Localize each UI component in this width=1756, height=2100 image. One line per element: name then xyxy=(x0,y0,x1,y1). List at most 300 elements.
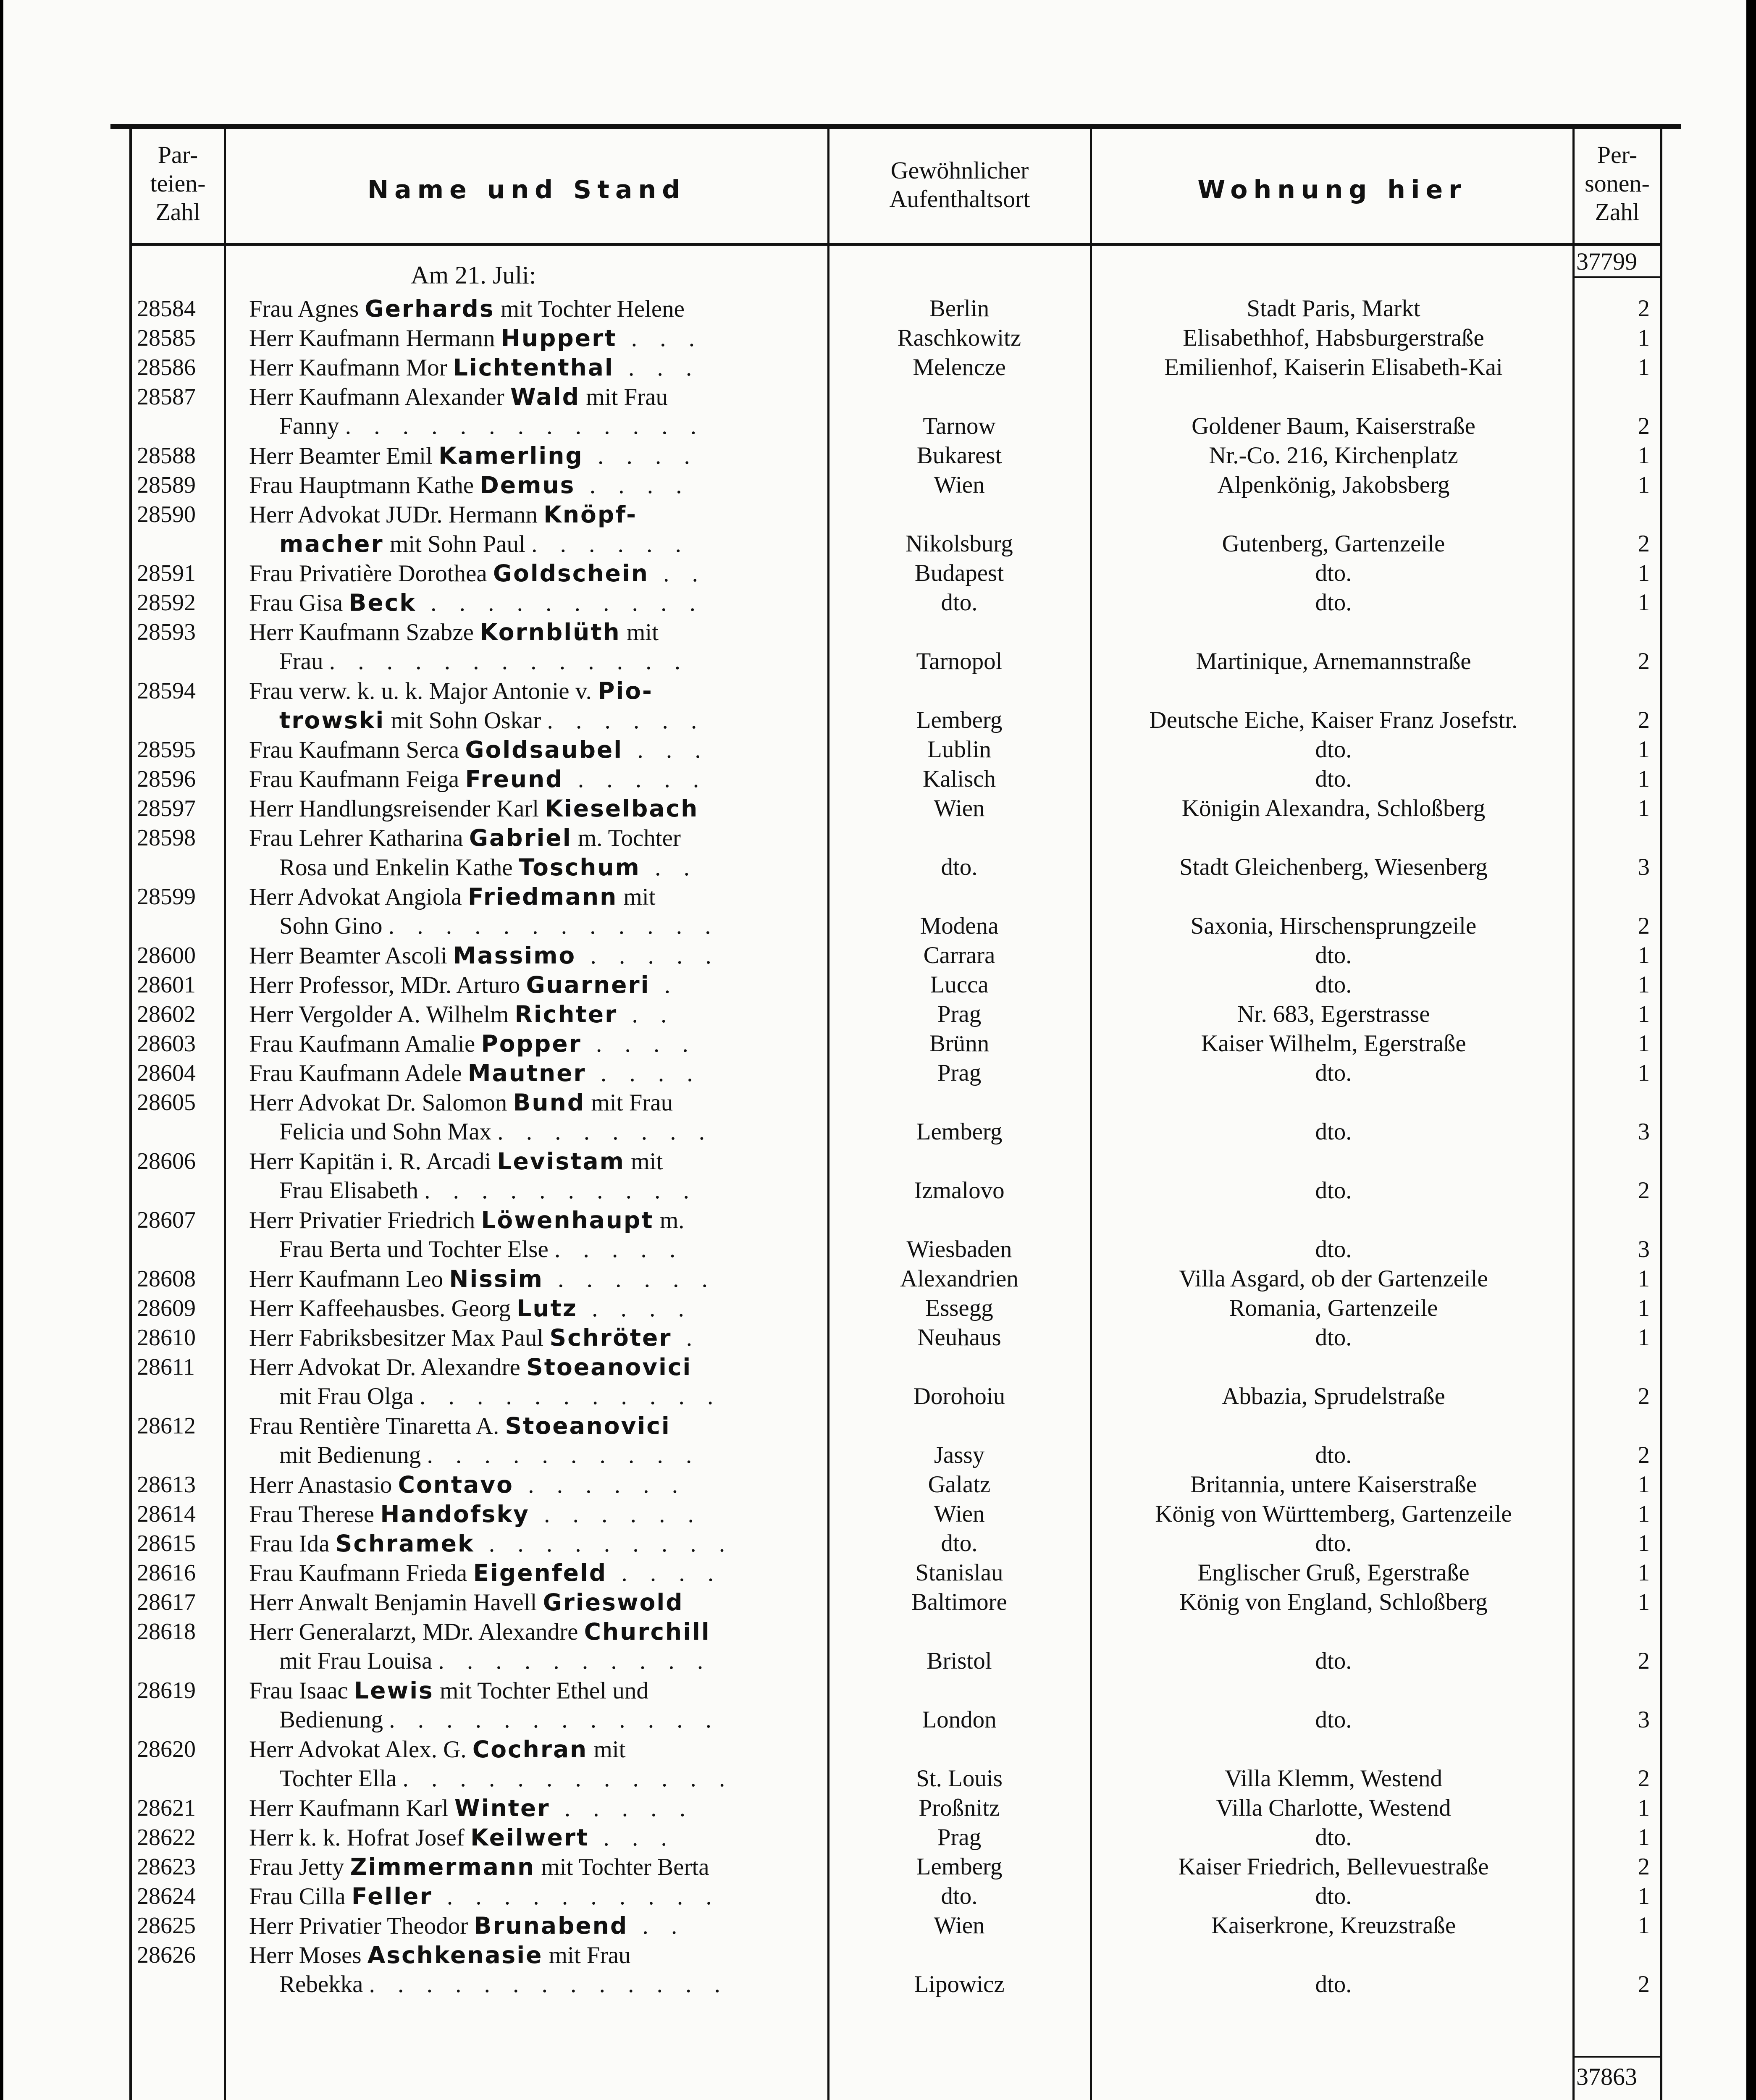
name-line xyxy=(249,559,822,588)
register-entry xyxy=(3,353,1746,382)
register-entry xyxy=(3,1588,1746,1617)
leader-dots: . . . xyxy=(617,325,703,352)
name-text: Frau Jetty xyxy=(249,1854,350,1880)
name-text: Frau Kaufmann Amalie xyxy=(249,1031,481,1057)
lodging-address: dto. xyxy=(1315,589,1352,616)
party-number: 28613 xyxy=(137,1472,196,1498)
leader-dots: . . . . . . . . . . . . . xyxy=(369,1971,729,1998)
leader-dots: . . . . . . . . . . . . . xyxy=(345,413,705,439)
name-line xyxy=(249,1294,822,1323)
surname: Stoeanovici xyxy=(526,1354,692,1381)
name-line xyxy=(249,1735,822,1764)
person-count: 2 xyxy=(1638,1971,1650,1998)
name-line xyxy=(249,1764,822,1793)
usual-residence: Prag xyxy=(937,1001,982,1027)
lodging-address: Villa Asgard, ob der Gartenzeile xyxy=(1179,1265,1488,1292)
lodging-address: dto. xyxy=(1315,1824,1352,1851)
leader-dots: . . . . . xyxy=(554,1236,684,1263)
register-entry xyxy=(3,1294,1746,1323)
person-count: 2 xyxy=(1638,1853,1650,1880)
name-line xyxy=(249,1470,822,1499)
surname: Levistam xyxy=(497,1148,625,1175)
header-lodging: Wohnung hier xyxy=(1197,175,1467,205)
register-entry xyxy=(3,1352,1746,1411)
surname: Huppert xyxy=(501,325,617,352)
name-and-rank xyxy=(249,1470,822,1499)
name-text: Bedienung xyxy=(279,1706,389,1733)
surname: Gabriel xyxy=(469,824,572,851)
name-and-rank xyxy=(249,1911,822,1940)
lodging-address: dto. xyxy=(1315,1177,1352,1204)
name-line xyxy=(249,647,822,676)
name-text: Herr Advokat Dr. Salomon xyxy=(249,1089,513,1116)
register-page xyxy=(3,0,1746,2100)
party-number: 28623 xyxy=(137,1854,196,1880)
person-count: 2 xyxy=(1638,1177,1650,1204)
name-text: Herr Advokat Angiola xyxy=(249,884,468,910)
person-count: 1 xyxy=(1638,1471,1650,1498)
party-number: 28590 xyxy=(137,501,196,528)
usual-residence: Neuhaus xyxy=(917,1324,1001,1351)
lodging-address: dto. xyxy=(1315,766,1352,792)
person-count: 2 xyxy=(1638,913,1650,939)
register-entry xyxy=(3,1558,1746,1588)
name-and-rank xyxy=(249,588,822,617)
name-and-rank xyxy=(249,1617,822,1676)
person-count: 1 xyxy=(1638,1559,1650,1586)
lodging-address: Gutenberg, Gartenzeile xyxy=(1222,530,1445,557)
name-line xyxy=(249,1558,822,1588)
surname: Pio- xyxy=(598,677,653,704)
register-entry xyxy=(3,1911,1746,1940)
person-count: 1 xyxy=(1638,1883,1650,1909)
name-text: mit xyxy=(620,619,659,646)
name-text: m. xyxy=(654,1207,685,1234)
name-text: Rebekka xyxy=(279,1971,369,1998)
person-count: 2 xyxy=(1638,413,1650,439)
party-number: 28618 xyxy=(137,1619,196,1645)
usual-residence: Tarnopol xyxy=(916,648,1003,675)
surname: Nissim xyxy=(449,1265,543,1292)
person-count: 2 xyxy=(1638,1648,1650,1674)
leader-dots: . . . . . . xyxy=(513,1472,686,1498)
name-line xyxy=(249,1705,822,1735)
name-text: mit Sohn Oskar xyxy=(385,707,547,734)
lodging-address: dto. xyxy=(1315,1530,1352,1557)
lodging-address: Königin Alexandra, Schloßberg xyxy=(1181,795,1486,822)
surname: Löwenhaupt xyxy=(481,1207,654,1234)
surname: trowski xyxy=(279,707,385,734)
name-and-rank xyxy=(249,1029,822,1058)
person-count: 3 xyxy=(1638,1706,1650,1733)
leader-dots: . . . . xyxy=(583,443,698,469)
party-number: 28620 xyxy=(137,1736,196,1762)
register-entry xyxy=(3,676,1746,735)
person-count: 1 xyxy=(1638,1530,1650,1557)
header-party-line-2: teien- xyxy=(150,170,206,197)
usual-residence: dto. xyxy=(941,1883,978,1909)
name-text: Frau Elisabeth xyxy=(279,1177,425,1204)
carried-total: 37799 xyxy=(1576,248,1637,275)
name-text: Herr Kaufmann Mor xyxy=(249,354,453,381)
lodging-address: Goldener Baum, Kaiserstraße xyxy=(1192,413,1475,439)
register-entry xyxy=(3,1470,1746,1499)
register-entry xyxy=(3,559,1746,588)
usual-residence: dto. xyxy=(941,589,978,616)
leader-dots: . . . . . . . . xyxy=(497,1118,714,1145)
name-and-rank xyxy=(249,1558,822,1588)
name-and-rank xyxy=(249,500,822,559)
name-and-rank xyxy=(249,1205,822,1264)
name-line xyxy=(249,1205,822,1235)
name-and-rank xyxy=(249,1735,822,1793)
name-text: Herr Anastasio xyxy=(249,1472,398,1498)
person-count: 2 xyxy=(1638,1765,1650,1792)
name-and-rank xyxy=(249,1294,822,1323)
lodging-address: Kaiser Friedrich, Bellevuestraße xyxy=(1178,1853,1489,1880)
leader-dots: . . . . . . xyxy=(547,707,706,734)
name-text: Fanny xyxy=(279,413,345,439)
name-text: mit Frau xyxy=(580,384,668,410)
register-entry xyxy=(3,1676,1746,1735)
person-count: 1 xyxy=(1638,1589,1650,1615)
name-line xyxy=(249,941,822,970)
lodging-address: dto. xyxy=(1315,560,1352,586)
register-entry xyxy=(3,1499,1746,1529)
surname: Lutz xyxy=(517,1295,577,1322)
party-number: 28591 xyxy=(137,560,196,586)
name-line xyxy=(249,764,822,794)
person-count: 1 xyxy=(1638,1060,1650,1086)
register-entry xyxy=(3,1735,1746,1793)
surname: Churchill xyxy=(584,1618,711,1645)
name-text: Felicia und Sohn Max xyxy=(279,1118,498,1145)
surname: Schramek xyxy=(335,1530,475,1557)
name-and-rank xyxy=(249,735,822,764)
name-and-rank xyxy=(249,823,822,882)
surname: Richter xyxy=(514,1001,618,1028)
party-number: 28595 xyxy=(137,737,196,763)
leader-dots: . . . . . . . . . . xyxy=(427,1442,701,1468)
name-text: Herr Handlungsreisender Karl xyxy=(249,795,545,822)
final-total: 37863 xyxy=(1576,2063,1637,2090)
name-line xyxy=(249,735,822,764)
name-line xyxy=(249,1911,822,1940)
party-number: 28589 xyxy=(137,472,196,498)
register-entry xyxy=(3,882,1746,941)
name-and-rank xyxy=(249,294,822,323)
register-entry xyxy=(3,1529,1746,1558)
name-line xyxy=(249,1852,822,1882)
name-and-rank xyxy=(249,353,822,382)
name-line xyxy=(249,823,822,853)
name-text: Herr Advokat Alex. G. xyxy=(249,1736,472,1763)
person-count: 2 xyxy=(1638,530,1650,557)
lodging-address: dto. xyxy=(1315,1442,1352,1468)
usual-residence: Wien xyxy=(934,472,985,498)
name-text: mit Frau xyxy=(585,1089,673,1116)
register-entry xyxy=(3,1264,1746,1294)
lodging-address: Nr.-Co. 216, Kirchenplatz xyxy=(1209,442,1458,469)
leader-dots: . . . . . . xyxy=(529,1501,702,1528)
leader-dots: . . . . . . . . . . xyxy=(432,1883,720,1910)
leader-dots: . . . . . . . . . . . . xyxy=(402,1765,734,1792)
register-entry xyxy=(3,1088,1746,1147)
name-line xyxy=(249,1235,822,1264)
person-count: 1 xyxy=(1638,766,1650,792)
name-text: Herr Beamter Ascoli xyxy=(249,942,453,969)
usual-residence: Raschkowitz xyxy=(897,325,1021,351)
name-and-rank xyxy=(249,882,822,941)
surname: Friedmann xyxy=(467,883,618,910)
person-count: 1 xyxy=(1638,442,1650,469)
person-count: 1 xyxy=(1638,325,1650,351)
person-count: 1 xyxy=(1638,971,1650,998)
party-number: 28601 xyxy=(137,972,196,998)
party-number: 28622 xyxy=(137,1824,196,1851)
usual-residence: Lemberg xyxy=(916,1118,1003,1145)
surname: Beck xyxy=(349,589,416,616)
name-and-rank xyxy=(249,1352,822,1411)
lodging-address: dto. xyxy=(1315,971,1352,998)
lodging-address: dto. xyxy=(1315,1060,1352,1086)
usual-residence: Melencze xyxy=(913,354,1006,381)
lodging-address: Deutsche Eiche, Kaiser Franz Josefstr. xyxy=(1149,707,1518,733)
name-text: Frau Hauptmann Kathe xyxy=(249,472,480,499)
usual-residence: Nikolsburg xyxy=(906,530,1013,557)
leader-dots: . . . . xyxy=(577,1295,693,1322)
person-count: 1 xyxy=(1638,1824,1650,1851)
name-line xyxy=(249,911,822,941)
party-number: 28587 xyxy=(137,384,196,410)
name-and-rank xyxy=(249,1882,822,1911)
surname: Mautner xyxy=(467,1060,586,1087)
usual-residence: Prag xyxy=(937,1824,982,1851)
surname: Grieswold xyxy=(543,1589,684,1616)
party-number: 28626 xyxy=(137,1942,196,1968)
name-and-rank xyxy=(249,1499,822,1529)
name-text: mit Frau Louisa xyxy=(279,1648,438,1674)
register-entry xyxy=(3,1205,1746,1264)
party-number: 28596 xyxy=(137,766,196,792)
register-entry xyxy=(3,1823,1746,1852)
name-text: Frau Therese xyxy=(249,1501,381,1528)
name-and-rank xyxy=(249,1147,822,1205)
name-and-rank xyxy=(249,1000,822,1029)
name-text: Herr Beamter Emil xyxy=(249,443,439,469)
name-text: Frau Kaufmann Adele xyxy=(249,1060,468,1087)
name-and-rank xyxy=(249,941,822,970)
leader-dots: . . . . . . xyxy=(543,1266,716,1292)
person-count: 2 xyxy=(1638,1383,1650,1410)
person-count: 1 xyxy=(1638,560,1650,586)
leader-dots: . . . . . . . . . . . xyxy=(420,1383,722,1410)
surname: Guarneri xyxy=(526,971,650,998)
usual-residence: Lemberg xyxy=(916,1853,1003,1880)
usual-residence: Kalisch xyxy=(922,766,996,792)
register-entry xyxy=(3,617,1746,676)
leader-dots: . . xyxy=(617,1001,675,1028)
register-entry xyxy=(3,1029,1746,1058)
person-count: 3 xyxy=(1638,1236,1650,1263)
name-text: Herr Kaufmann Alexander xyxy=(249,384,510,410)
register-entry xyxy=(3,1058,1746,1088)
register-rows xyxy=(3,0,1746,2100)
lodging-address: Stadt Paris, Markt xyxy=(1247,295,1420,322)
name-and-rank xyxy=(249,1058,822,1088)
name-text: Herr Kaufmann Hermann xyxy=(249,325,501,352)
name-line xyxy=(249,1499,822,1529)
party-number: 28617 xyxy=(137,1589,196,1615)
lodging-address: Abbazia, Sprudelstraße xyxy=(1222,1383,1445,1410)
name-and-rank xyxy=(249,970,822,1000)
name-and-rank xyxy=(249,559,822,588)
header-name-and-rank: Name und Stand xyxy=(367,175,686,205)
name-and-rank xyxy=(249,470,822,500)
name-text: mit xyxy=(625,1148,663,1175)
usual-residence: Bristol xyxy=(927,1648,992,1674)
name-and-rank xyxy=(249,1323,822,1352)
register-entry xyxy=(3,941,1746,970)
party-number: 28614 xyxy=(137,1501,196,1527)
register-entry xyxy=(3,500,1746,559)
surname: Schröter xyxy=(549,1324,672,1351)
name-line xyxy=(249,1411,822,1441)
name-line xyxy=(249,500,822,529)
leader-dots: . . . . . . . . . . . . . xyxy=(329,648,689,675)
header-persons-line-3: Zahl xyxy=(1595,198,1640,226)
person-count: 1 xyxy=(1638,1030,1650,1057)
name-text: Herr Advokat JUDr. Hermann xyxy=(249,501,544,528)
name-text: Herr Vergolder A. Wilhelm xyxy=(249,1001,515,1028)
usual-residence: Tarnow xyxy=(923,413,996,439)
party-number: 28598 xyxy=(137,825,196,851)
party-number: 28603 xyxy=(137,1031,196,1057)
leader-dots: . . . . . . . . . . xyxy=(416,590,704,616)
usual-residence: Wiesbaden xyxy=(906,1236,1012,1263)
name-line xyxy=(249,706,822,735)
register-entry xyxy=(3,970,1746,1000)
lodging-address: König von England, Schloßberg xyxy=(1179,1589,1488,1615)
party-number: 28611 xyxy=(137,1354,195,1380)
name-and-rank xyxy=(249,1823,822,1852)
surname: Kamerling xyxy=(438,442,583,469)
usual-residence: Galatz xyxy=(928,1471,991,1498)
name-and-rank xyxy=(249,1529,822,1558)
name-text: Sohn Gino xyxy=(279,913,388,939)
surname: Demus xyxy=(480,472,575,499)
name-text: mit Sohn Paul xyxy=(383,531,532,557)
surname: Kornblüth xyxy=(480,619,621,646)
register-entry xyxy=(3,588,1746,617)
name-line xyxy=(249,617,822,647)
party-number: 28624 xyxy=(137,1883,196,1909)
register-entry xyxy=(3,1793,1746,1823)
lodging-address: Englischer Gruß, Egerstraße xyxy=(1197,1559,1470,1586)
register-entry xyxy=(3,294,1746,323)
leader-dots: . xyxy=(650,972,679,998)
name-text: Frau Ida xyxy=(249,1530,336,1557)
surname: Knöpf- xyxy=(543,501,637,528)
party-number: 28606 xyxy=(137,1148,196,1174)
name-line xyxy=(249,294,822,323)
surname: Popper xyxy=(481,1030,582,1057)
person-count: 1 xyxy=(1638,795,1650,822)
lodging-address: Villa Charlotte, Westend xyxy=(1216,1795,1451,1821)
name-line xyxy=(249,853,822,882)
name-line xyxy=(249,1029,822,1058)
name-and-rank xyxy=(249,441,822,470)
lodging-address: Alpenkönig, Jakobsberg xyxy=(1217,472,1450,498)
name-line xyxy=(249,1264,822,1294)
name-and-rank xyxy=(249,1411,822,1470)
leader-dots: . . . . . xyxy=(550,1795,694,1822)
surname: Freund xyxy=(465,766,564,793)
party-number: 28602 xyxy=(137,1001,196,1027)
name-line xyxy=(249,1970,822,1999)
party-number: 28615 xyxy=(137,1530,196,1557)
lodging-address: Emilienhof, Kaiserin Elisabeth-Kai xyxy=(1164,354,1503,381)
register-entry xyxy=(3,1323,1746,1352)
person-count: 1 xyxy=(1638,736,1650,763)
usual-residence: London xyxy=(922,1706,997,1733)
surname: macher xyxy=(279,530,384,557)
header-party-line-3: Zahl xyxy=(155,198,200,226)
lodging-address: Kaiser Wilhelm, Egerstraße xyxy=(1201,1030,1466,1057)
surname: Bund xyxy=(513,1089,585,1116)
name-line xyxy=(249,1588,822,1617)
party-number: 28588 xyxy=(137,443,196,469)
leader-dots: . . xyxy=(640,854,698,881)
name-text: mit xyxy=(588,1736,626,1763)
usual-residence: Lucca xyxy=(930,971,989,998)
name-and-rank xyxy=(249,1676,822,1735)
name-and-rank xyxy=(249,1088,822,1147)
name-line xyxy=(249,1117,822,1147)
name-line xyxy=(249,1793,822,1823)
surname: Goldsaubel xyxy=(465,736,623,763)
register-entry xyxy=(3,735,1746,764)
surname: Gerhards xyxy=(365,295,495,322)
usual-residence: Jassy xyxy=(934,1442,985,1468)
name-line xyxy=(249,1000,822,1029)
lodging-address: dto. xyxy=(1315,1118,1352,1145)
name-line xyxy=(249,794,822,823)
header-persons-line-1: Per- xyxy=(1597,141,1638,168)
lodging-address: Stadt Gleichenberg, Wiesenberg xyxy=(1179,854,1488,880)
lodging-address: dto. xyxy=(1315,1706,1352,1733)
usual-residence: dto. xyxy=(941,854,978,880)
lodging-address: Elisabethhof, Habsburgerstraße xyxy=(1183,325,1484,351)
name-text: Frau Cilla xyxy=(249,1883,352,1910)
name-line xyxy=(249,1441,822,1470)
register-entry xyxy=(3,1411,1746,1470)
person-count: 2 xyxy=(1638,648,1650,675)
name-and-rank xyxy=(249,1852,822,1882)
surname: Keilwert xyxy=(470,1824,589,1851)
name-text: Herr Professor, MDr. Arturo xyxy=(249,972,526,998)
name-and-rank xyxy=(249,794,822,823)
register-entry xyxy=(3,470,1746,500)
name-text: Herr Kaufmann Leo xyxy=(249,1266,449,1292)
lodging-address: Villa Klemm, Westend xyxy=(1224,1765,1443,1792)
register-entry xyxy=(3,441,1746,470)
leader-dots: . . . . . xyxy=(576,942,720,969)
usual-residence: Budapest xyxy=(914,560,1004,586)
name-line xyxy=(249,470,822,500)
leader-dots: . . xyxy=(648,560,706,587)
name-and-rank xyxy=(249,617,822,676)
